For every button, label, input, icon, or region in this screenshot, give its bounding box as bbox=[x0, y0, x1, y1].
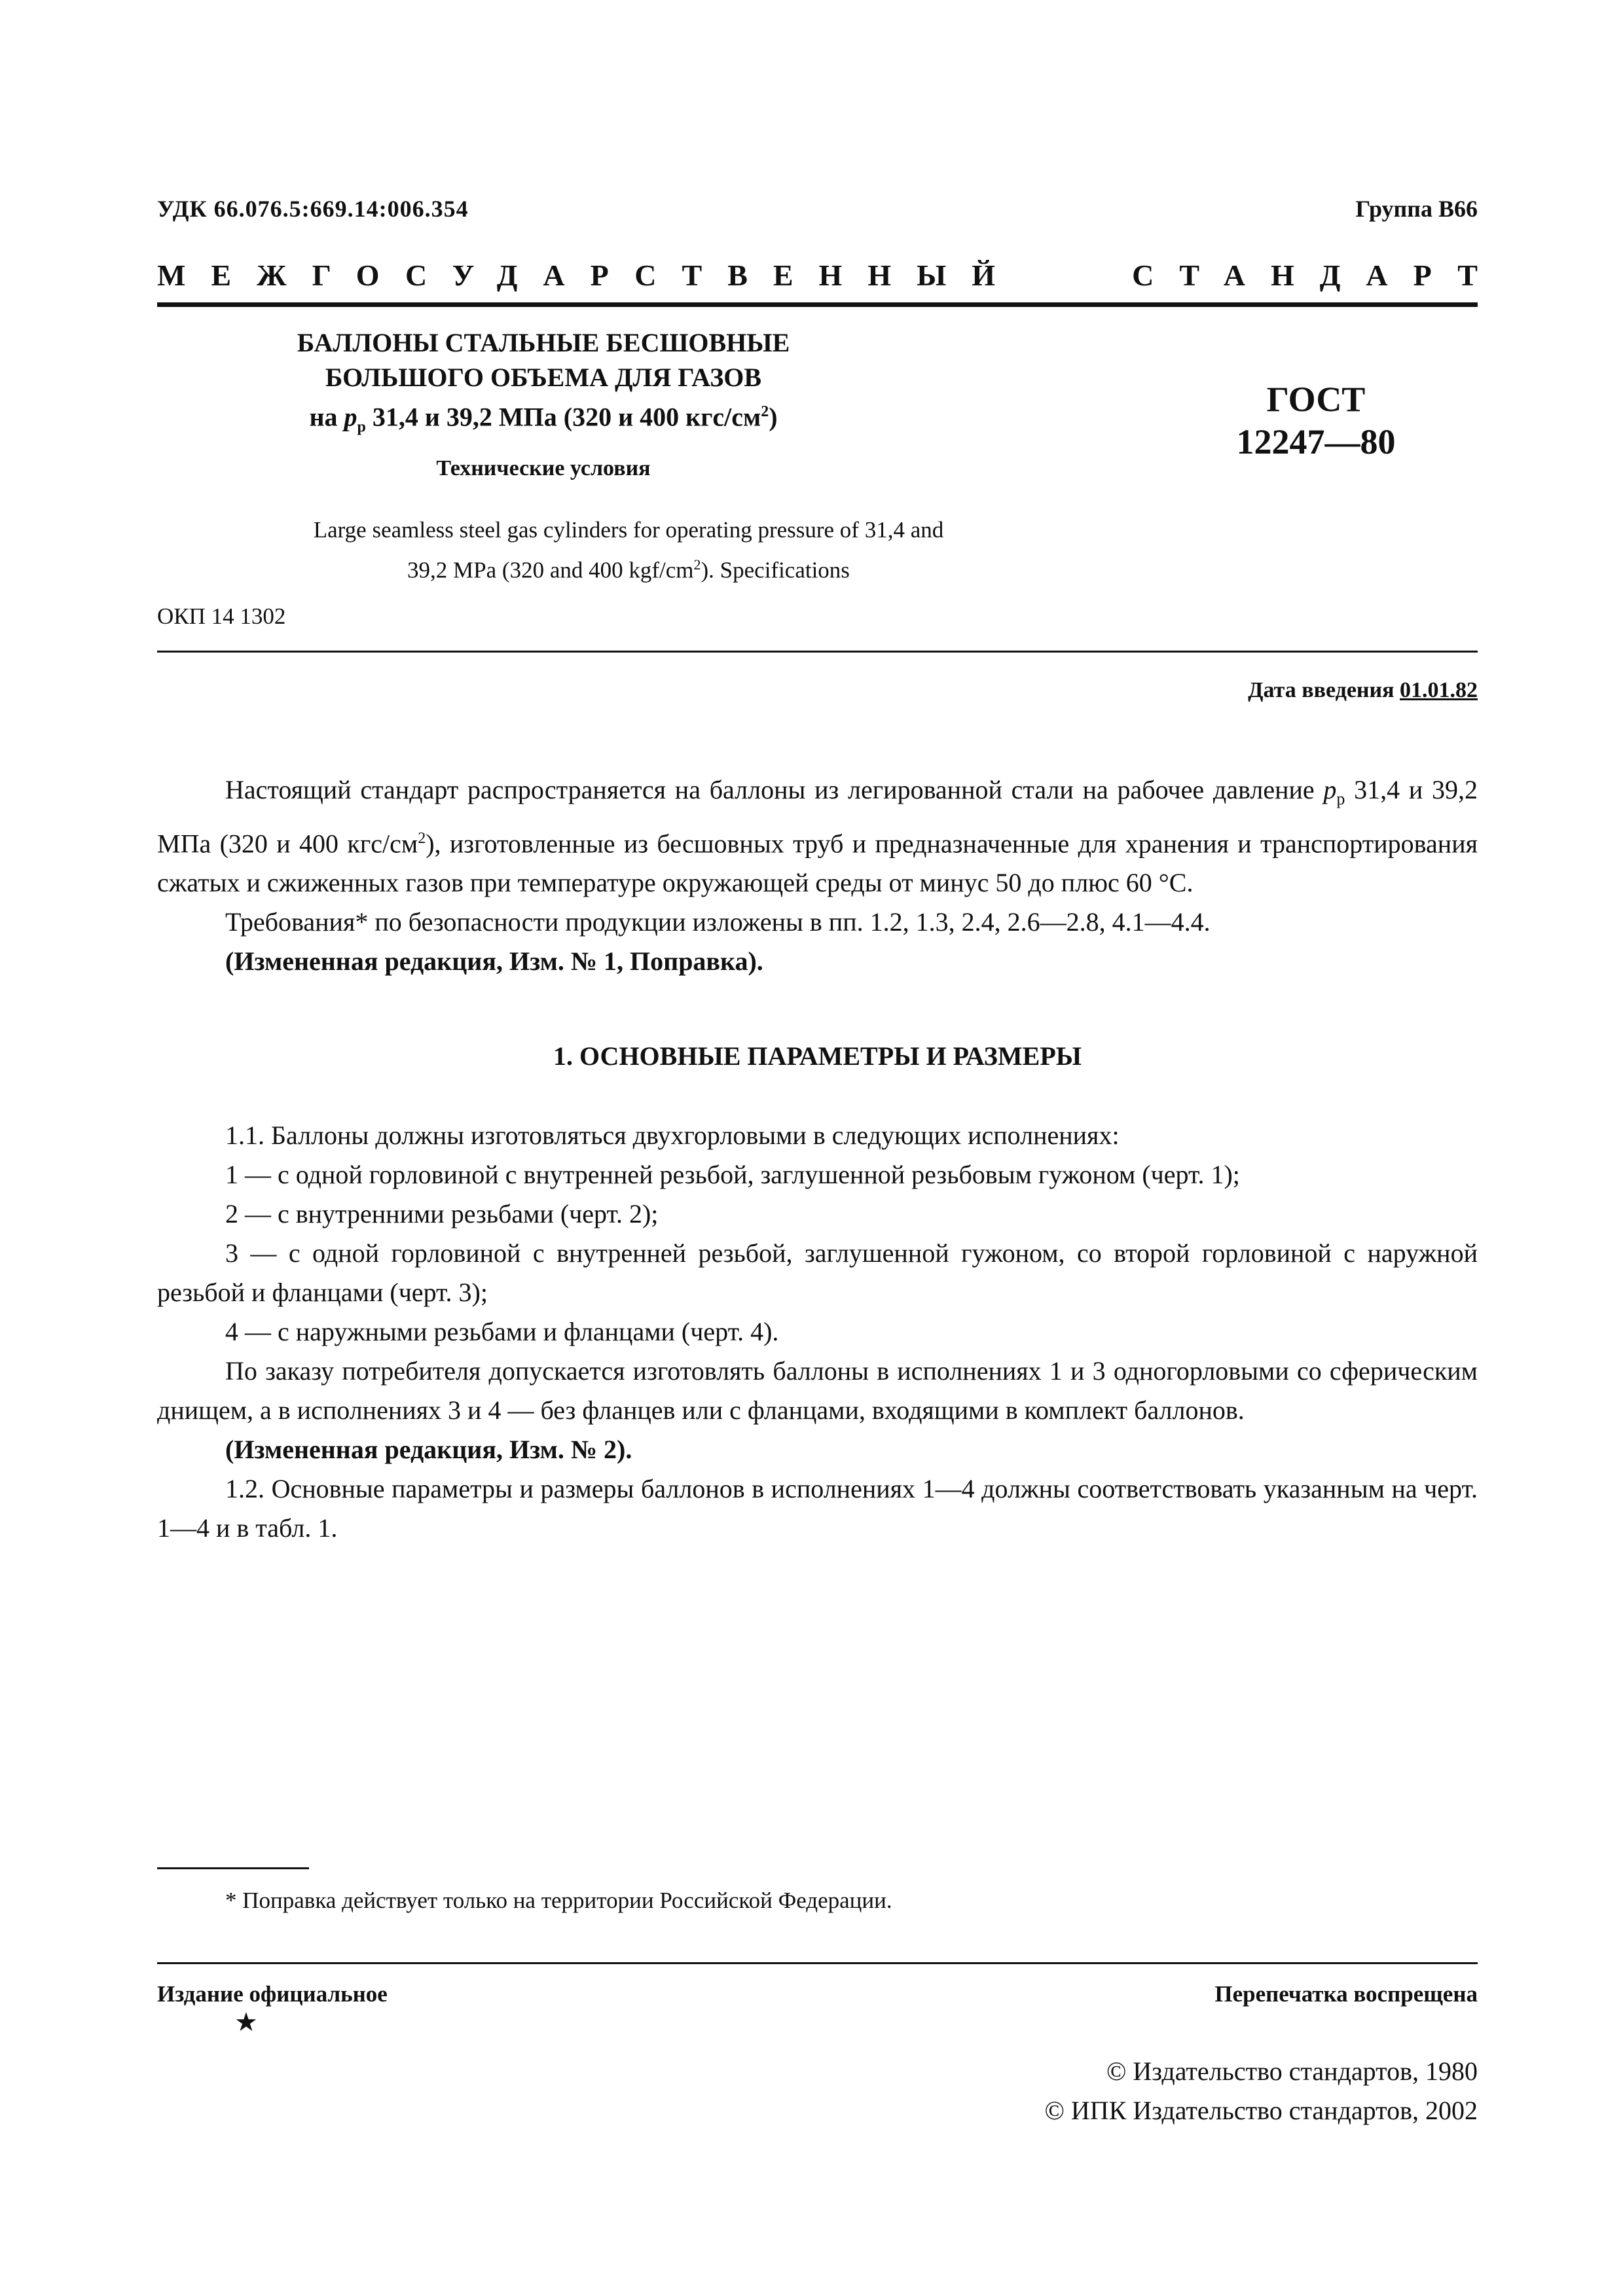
footer-rule bbox=[157, 1962, 1478, 1964]
intro-paragraph-1 bbox=[157, 770, 1478, 903]
date-label: Дата введения bbox=[1248, 678, 1400, 702]
okp-code: ОКП 14 1302 bbox=[157, 603, 286, 629]
section-paragraph-6: По заказу потребителя допускается изготовлять баллоны в исполнениях 1 и 3 одногорловыми со сферическим днищем, а в исполнениях 3 и 4 — без фланцев или с фланцами, входящими в комплект баллонов. bbox=[157, 1356, 1478, 1425]
title-line-3 bbox=[242, 395, 845, 444]
title-line-3-end: ) bbox=[769, 402, 778, 432]
title-sup: 2 bbox=[761, 403, 769, 420]
section-paragraph-8: 1.2. Основные параметры и размеры баллонов в исполнениях 1—4 должны соответствовать указанным на черт. 1—4 и в табл. 1. bbox=[157, 1474, 1478, 1543]
introduction-date bbox=[1248, 678, 1478, 703]
date-value: 01.01.82 bbox=[1400, 678, 1478, 702]
document-subtitle: Технические условия bbox=[436, 456, 651, 480]
copyright-block bbox=[1045, 2052, 1478, 2130]
section-paragraph-2: 1 — с одной горловиной с внутренней резьбой, заглушенной резьбовым гужоном (черт. 1); bbox=[225, 1160, 1240, 1189]
gost-number: 12247—80 bbox=[1236, 422, 1396, 461]
footnote: * Поправка действует только на территории Российской Федерации. bbox=[225, 1888, 892, 1913]
gost-label: ГОСТ bbox=[1266, 380, 1366, 419]
intro-paragraph-3: (Измененная редакция, Изм. № 1, Поправка). bbox=[225, 946, 763, 977]
intro-p1-a: Настоящий стандарт распространяется на баллоны из легированной стали на рабочее давление bbox=[225, 775, 1324, 804]
intro-pressure-symbol: p bbox=[1323, 775, 1337, 804]
title-line-1: БАЛЛОНЫ СТАЛЬНЫЕ БЕСШОВНЫЕ bbox=[297, 328, 790, 357]
english-line-1: Large seamless steel gas cylinders for operating pressure of 31,4 and bbox=[313, 517, 944, 543]
interstate-label: МЕЖГОСУДАРСТВЕННЫЙ bbox=[157, 259, 1021, 292]
english-title bbox=[216, 512, 1041, 588]
intro-p1-b: 31,4 и 39,2 МПа (320 и 400 кгс/см bbox=[157, 775, 1478, 859]
english-line-2 bbox=[216, 547, 1041, 588]
reprint-notice: Перепечатка воспрещена bbox=[1214, 1981, 1478, 2007]
gost-number-block bbox=[1205, 378, 1427, 463]
english-line-2-post: ). Specifications bbox=[701, 557, 850, 583]
intro-p1-c: ), изготовленные из бесшовных труб и предназначенные для хранения и транспортирования сжатых и сжиженных газов при температуре окружающей среды от минус 50 до плюс 60 °С. bbox=[157, 829, 1478, 898]
section-paragraph-5: 4 — с наружными резьбами и фланцами (черт. 4). bbox=[225, 1317, 779, 1346]
copyright-line-1: © Издательство стандартов, 1980 bbox=[1106, 2056, 1478, 2086]
intro-sup: 2 bbox=[418, 830, 426, 847]
pressure-symbol: p bbox=[344, 402, 357, 432]
mid-rule bbox=[157, 651, 1478, 653]
document-title bbox=[242, 325, 845, 444]
edition-label: Издание официальное bbox=[157, 1981, 388, 2007]
intro-pressure-subscript: р bbox=[1336, 789, 1345, 808]
section-paragraph-1: 1.1. Баллоны должны изготовляться двухгорловыми в следующих исполнениях: bbox=[225, 1121, 1120, 1150]
standard-label: СТАНДАРТ bbox=[1132, 259, 1503, 292]
udk-code: УДК 66.076.5:669.14:006.354 bbox=[157, 196, 469, 222]
intro-text bbox=[157, 770, 1478, 981]
pressure-subscript: р bbox=[357, 418, 366, 436]
title-line-2: БОЛЬШОГО ОБЪЕМА ДЛЯ ГАЗОВ bbox=[325, 363, 762, 392]
title-line-3-prefix: на bbox=[309, 402, 338, 432]
section-paragraph-7: (Измененная редакция, Изм. № 2). bbox=[225, 1435, 632, 1464]
section-paragraph-4: 3 — с одной горловиной с внутренней резьбой, заглушенной гужоном, со второй горловиной с наружной резьбой и фланцами (черт. 3); bbox=[157, 1238, 1478, 1307]
section-1-text bbox=[157, 1116, 1478, 1548]
group-code: Группа В66 bbox=[1355, 196, 1478, 222]
star-icon: ★ bbox=[234, 2007, 258, 2037]
title-line-3-rest: 31,4 и 39,2 МПа (320 и 400 кгс/см bbox=[365, 402, 761, 432]
copyright-line-2: © ИПК Издательство стандартов, 2002 bbox=[1044, 2096, 1478, 2125]
top-rule bbox=[157, 302, 1478, 307]
english-sup: 2 bbox=[693, 556, 701, 573]
intro-paragraph-2: Требования* по безопасности продукции изложены в пп. 1.2, 1.3, 2.4, 2.6—2.8, 4.1—4.4. bbox=[225, 907, 1211, 937]
english-line-2-pre: 39,2 MPa (320 and 400 kgf/cm bbox=[407, 557, 694, 583]
section-paragraph-3: 2 — с внутренними резьбами (черт. 2); bbox=[225, 1199, 659, 1229]
footnote-rule bbox=[157, 1867, 309, 1869]
section-1-heading: 1. ОСНОВНЫЕ ПАРАМЕТРЫ И РАЗМЕРЫ bbox=[553, 1041, 1082, 1071]
